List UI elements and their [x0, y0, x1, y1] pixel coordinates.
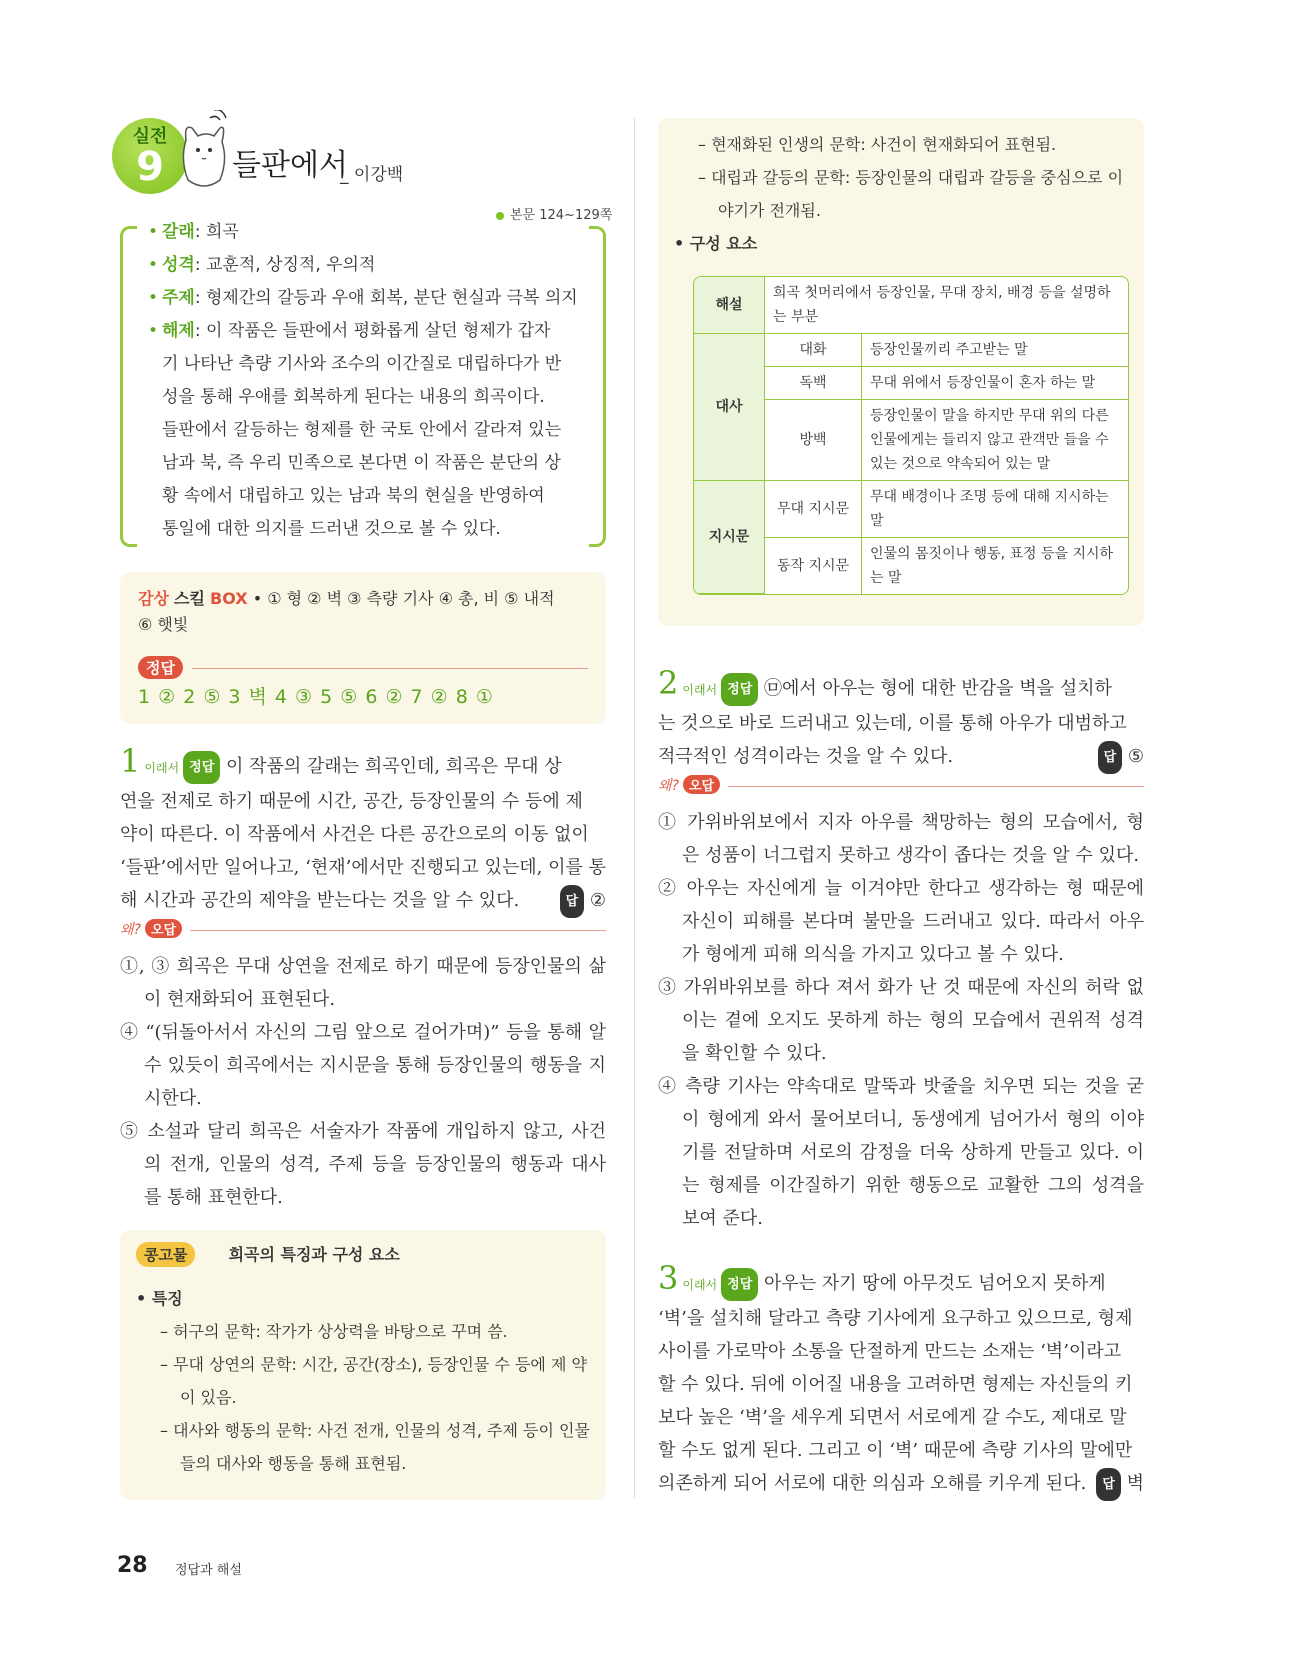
q3-explanation: 3 이래서 정답 아우는 자기 땅에 아무것도 넘어오지 못하게 ‘벽’을 설치해 달라고 측량 기사에게 요구하고 있으므로, 형제 사이를 가로막아 소통을 단절하게 만드는 소재는 ‘벽’이라고 할 수 있다. 뒤에 이어질 내용을 고려하면 형제는 자신들의 키 보다 높은 ‘벽’을 세우게 되면서 서로에게 갈 수도, 제대로 말 할 수도 없게 된다. 그리고 이 ‘벽’ 때문에 측량 기사의 말에만 의존하게 되어 서로에 대한 의심과 오해를 키우게 된다. 답 벽: [658, 1262, 1144, 1501]
table-row: 독백 무대 위에서 등장인물이 혼자 하는 말: [694, 367, 1128, 400]
table-row: 해설 희곡 첫머리에서 등장인물, 무대 장치, 배경 등을 설명하는 부분: [694, 277, 1128, 334]
table-row: 동작 지시문 인물의 몸짓이나 행동, 표정 등을 지시하는 말: [694, 538, 1128, 594]
answer-list: 1 ② 2 ⑤ 3 벽 4 ③ 5 ⑤ 6 ② 7 ② 8 ①: [138, 686, 494, 708]
table-row: 지시문 무대 지시문 무대 배경이나 조명 등에 대해 지시하는 말: [694, 481, 1128, 538]
skill-box: 감상 스킬 BOX • ① 형 ② 벽 ③ 측량 기사 ④ 총, 비 ⑤ 내적 ⑥ 햇빛 정답 1 ② 2 ⑤ 3 벽 4 ③ 5 ⑤ 6 ② 7 ② 8 ①: [120, 572, 606, 724]
q1-wrong-list: ①, ③ 희곡은 무대 상연을 전제로 하기 때문에 등장인물의 삶 이 현재화되어 표현된다. ④ “(뒤돌아서서 자신의 그림 앞으로 걸어가며)” 등을 통해 알 수 있듯이 희곡에서는 지시문을 통해 등장인물의 행동을 지시한다. ⑤ 소설과 달리 희곡은 서술자가 작품에 개입하지 않고, 사건 의 전개, 인물의 성격, 주제 등을 등장인물의 행동과 대사 를 통해 표현한다.: [120, 956, 606, 1208]
footer-text: 정답과 해설: [175, 1563, 242, 1578]
answer-label: 정답: [138, 656, 183, 679]
badge-label: 실전: [132, 126, 168, 147]
feature-box-continued: – 현재화된 인생의 문학: 사건이 현재화되어 표현됨. – 대립과 갈등의 문학: 등장인물의 대립과 갈등을 중심으로 이야기가 전개됨. • 구성 요소 해설 희곡 첫머리에서 등장인물, 무대 장치, 배경 등을 설명하는 부분 대사 대화 등장인물끼리 주고받는 말 독백 무대 위에서 등장인물이 혼자 하는 말 방백 등장인물이 말을 하지만 무대 위의 다른 인물에게는 들리지 않고 관객만 들을 수 있는 것으로 약속되어 있는 말 지시문 무대 지시문 무대 배경이나 조명 등에 대해 지시하는 말 동작 지시문 인물의 몸짓이나 행동, 표정 등을 지시하는 말: [658, 118, 1144, 626]
feature-box: 콩고물 희곡의 특징과 구성 요소 • 특징 – 허구의 문학: 작가가 상상력을 바탕으로 꾸며 씀. – 무대 상연의 문학: 시간, 공간(장소), 등장인물 수 등에 제 약이 있음. – 대사와 행동의 문학: 사건 전개, 인물의 성격, 주제 등이 인물들의 대사와 행동을 통해 표현됨.: [120, 1230, 606, 1500]
info-comment: • 해제: 이 작품은 들판에서 평화롭게 살던 형제가 갑자: [150, 315, 580, 348]
work-info: • 갈래: 희곡 • 성격: 교훈적, 상징적, 우의적 • 주제: 형제간의 갈등과 우애 회복, 분단 현실과 극복 의지 • 해제: 이 작품은 들판에서 평화롭게 살던 형제가 갑자 기 나타난 측량 기사와 조수의 이간질로 대립하다가 반 성을 통해 우애를 회복하게 된다는 내용의 희곡이다. 들판에서 갈등하는 형제를 한 국토 안에서 갈라져 있는 남과 북, 즉 우리 민족으로 본다면 이 작품은 분단의 상 황 속에서 대립하고 있는 남과 북의 현실을 반영하여 통일에 대한 의지를 드러낸 것으로 볼 수 있다.: [150, 216, 580, 546]
cat-mascot-icon: [176, 110, 228, 194]
feature-title: 희곡의 특징과 구성 요소: [228, 1245, 400, 1264]
skill-items: • ① 형 ② 벽 ③ 측량 기사 ④ 총, 비 ⑤ 내적: [252, 589, 555, 608]
info-genre: • 갈래: 희곡: [150, 216, 580, 249]
work-title: 들판에서: [232, 148, 348, 183]
q2-explanation: 2 이래서 정답 ㉤에서 아우는 형에 대한 반감을 벽을 설치하 는 것으로 바로 드러내고 있는데, 이를 통해 아우가 대범하고 적극적인 성격이라는 것을 알 수 있다. 답 ⑤: [658, 667, 1144, 774]
work-author: _ 이강백: [340, 165, 404, 185]
page-number: 28: [117, 1553, 148, 1578]
info-nature: • 성격: 교훈적, 상징적, 우의적: [150, 249, 580, 282]
structure-table: [693, 276, 1129, 595]
q1-explanation: 1 이래서 정답 이 작품의 갈래는 희곡인데, 희곡은 무대 상 연을 전제로 하기 때문에 시간, 공간, 등장인물의 수 등에 제 약이 따른다. 이 작품에서 사건은 다른 공간으로의 이동 없이 ‘들판’에서만 일어나고, ‘현재’에서만 진행되고 있는데, 이를 통 해 시간과 공간의 제약을 받는다는 것을 알 수 있다. 답 ②: [120, 745, 606, 918]
badge-number: 9: [136, 144, 164, 190]
table-row: 대사 대화 등장인물끼리 주고받는 말: [694, 334, 1128, 367]
feature-chip: 콩고물: [136, 1242, 195, 1267]
q1-wrong-label: 왜? 오답: [120, 919, 182, 939]
q2-wrong-label: 왜? 오답: [658, 775, 720, 795]
column-divider: [634, 118, 635, 1498]
q2-wrong-list: ① 가위바위보에서 지자 아우를 책망하는 형의 모습에서, 형 은 성품이 너그럽지 못하고 생각이 좁다는 것을 알 수 있다. ② 아우는 자신에게 늘 이겨야만 한다고 생각하는 형 때문에 자신이 피해를 본다며 불만을 드러내고 있다. 따라서 아우 가 형에게 피해 의식을 가지고 있다고 볼 수 있다. ③ 가위바위보를 하다 져서 화가 난 것 때문에 자신의 허락 없 이는 곁에 오지도 못하게 하는 형의 모습에서 권위적 성격 을 확인할 수 있다. ④ 측량 기사는 약속대로 말뚝과 밧줄을 치우면 되는 것을 굳 이 형에게 와서 물어보더니, 동생에게 넘어가서 형의 이야 기를 전달하며 서로의 감정을 더욱 상하게 만들고 있다. 이 는 형제를 이간질하기 위한 행동으로 교활한 그의 성격을 보여 준다.: [658, 812, 1144, 1229]
table-row: 방백 등장인물이 말을 하지만 무대 위의 다른 인물에게는 들리지 않고 관객만 들을 수 있는 것으로 약속되어 있는 말: [694, 400, 1128, 481]
info-theme: • 주제: 형제간의 갈등과 우애 회복, 분단 현실과 극복 의지: [150, 282, 580, 315]
source-pages: 본문 124~129쪽: [496, 204, 612, 223]
